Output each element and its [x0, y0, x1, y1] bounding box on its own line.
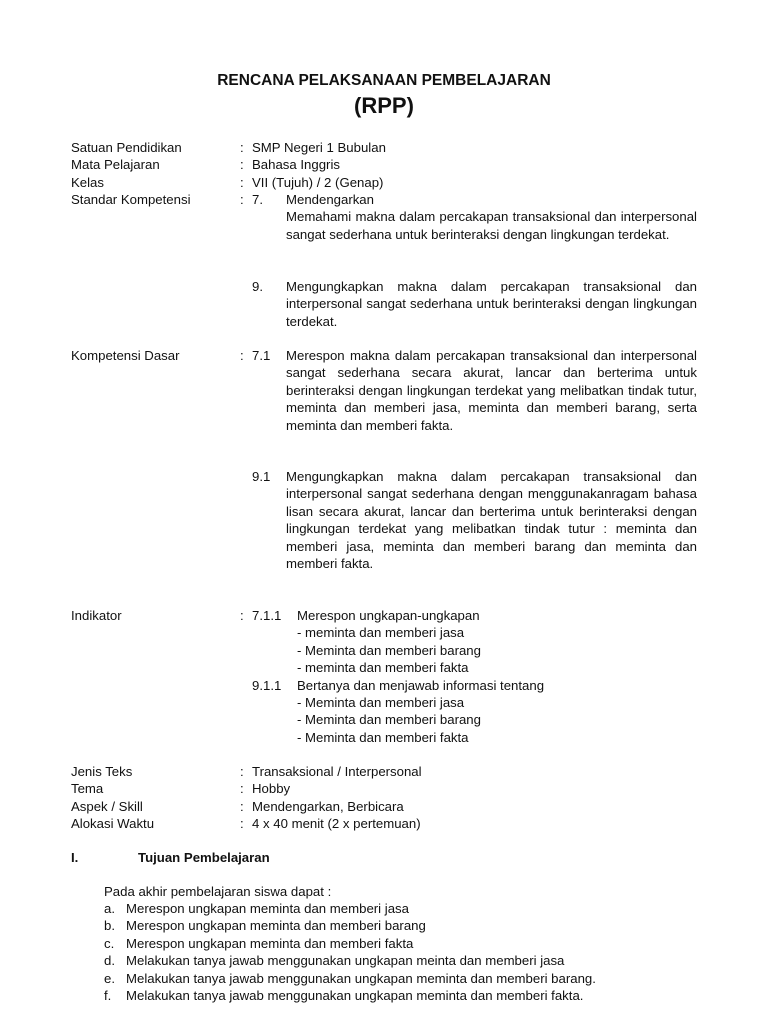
- list-text: Merespon ungkapan meminta dan memberi barang: [126, 918, 426, 934]
- tujuan-intro: Pada akhir pembelajaran siswa dapat :: [104, 884, 332, 899]
- alokasi-value: 4 x 40 menit (2 x pertemuan): [252, 816, 421, 831]
- colon: :: [240, 192, 244, 207]
- satuan-label: Satuan Pendidikan: [71, 140, 182, 155]
- colon: :: [240, 816, 244, 831]
- indikator-sub-item: - meminta dan memberi jasa: [297, 625, 465, 641]
- list-letter: c.: [104, 935, 115, 951]
- kompetensi-text-9-1: Mengungkapkan makna dalam percakapan transaksional dan interpersonal sangat sederhana dengan menggunakanragam bahasa lisan secara akurat, lancar dan berterima untuk berinteraksi dengan lingkungan terdekat yang melibatkan tindak tutur : meminta dan memberi jasa, meminta dan memberi barang dan meminta dan memberi fakta.: [286, 469, 697, 572]
- indikator-sub-item: - Meminta dan memberi barang: [297, 712, 481, 728]
- indikator-label: Indikator: [71, 608, 122, 623]
- mapel-label: Mata Pelajaran: [71, 157, 160, 172]
- indikator-sub-item: - Meminta dan memberi barang: [297, 642, 481, 658]
- alokasi-label: Alokasi Waktu: [71, 816, 155, 831]
- standar-number-9: 9.: [252, 279, 263, 294]
- kompetensi-number-9-1: 9.1: [252, 469, 271, 484]
- list-letter: b.: [104, 918, 115, 934]
- aspek-value: Mendengarkan, Berbicara: [252, 799, 404, 814]
- indikator-sub-item: - Meminta dan memberi jasa: [297, 695, 465, 710]
- indikator-text-9-1-1: Bertanya dan menjawab informasi tentang: [297, 677, 545, 693]
- colon: :: [240, 764, 244, 779]
- indikator-number-7-1-1: 7.1.1: [252, 608, 282, 623]
- list-text: Melakukan tanya jawab menggunakan ungkapan meminta dan memberi barang.: [126, 970, 596, 986]
- colon: :: [240, 175, 244, 190]
- list-letter: d.: [104, 953, 115, 969]
- section-title: Tujuan Pembelajaran: [138, 850, 270, 865]
- jenis-label: Jenis Teks: [71, 764, 133, 779]
- document-subtitle: (RPP): [354, 93, 414, 118]
- jenis-value: Transaksional / Interpersonal: [252, 764, 422, 779]
- standar-label: Standar Kompetensi: [71, 192, 191, 207]
- colon: :: [240, 140, 244, 155]
- list-letter: a.: [104, 901, 115, 916]
- list-text: Merespon ungkapan meminta dan memberi fakta: [126, 935, 414, 951]
- tema-value: Hobby: [252, 781, 291, 796]
- document-title: RENCANA PELAKSANAAN PEMBELAJARAN: [217, 72, 551, 89]
- kompetensi-text-7-1: Merespon makna dalam percakapan transaksional dan interpersonal sangat sederhana secara akurat, lancar dan berterima untuk berinteraksi dengan lingkungan terdekat yang melibatkan tindak tutur, meminta dan memberi jasa, meminta dan memberi barang, serta meminta dan memberi fakta.: [286, 348, 697, 433]
- indikator-number-9-1-1: 9.1.1: [252, 677, 282, 693]
- list-text: Melakukan tanya jawab menggunakan ungkapan meinta dan memberi jasa: [126, 953, 565, 969]
- indikator-sub-item: - Meminta dan memberi fakta: [297, 729, 469, 745]
- colon: :: [240, 157, 244, 172]
- kompetensi-number-7-1: 7.1: [252, 348, 271, 363]
- indikator-text-7-1-1: Merespon ungkapan-ungkapan: [297, 608, 480, 623]
- section-number: I.: [71, 850, 79, 865]
- indikator-sub-item: - meminta dan memberi fakta: [297, 660, 469, 676]
- list-letter: e.: [104, 970, 115, 986]
- colon: :: [240, 781, 244, 796]
- colon: :: [240, 348, 244, 363]
- colon: :: [240, 608, 244, 623]
- kelas-label: Kelas: [71, 175, 104, 190]
- list-letter: f.: [104, 987, 112, 1003]
- standar-text-7: Memahami makna dalam percakapan transaksional dan interpersonal sangat sederhana untuk berinteraksi dengan lingkungan terdekat.: [286, 209, 697, 242]
- mapel-value: Bahasa Inggris: [252, 157, 340, 172]
- kelas-value: VII (Tujuh) / 2 (Genap): [252, 175, 384, 190]
- list-text: Melakukan tanya jawab menggunakan ungkapan meminta dan memberi fakta.: [126, 987, 584, 1003]
- tema-label: Tema: [71, 781, 104, 796]
- satuan-value: SMP Negeri 1 Bubulan: [252, 140, 386, 155]
- standar-number-7: 7.: [252, 192, 263, 207]
- kompetensi-label: Kompetensi Dasar: [71, 348, 180, 363]
- colon: :: [240, 799, 244, 814]
- aspek-label: Aspek / Skill: [71, 799, 143, 814]
- list-text: Merespon ungkapan meminta dan memberi jasa: [126, 901, 409, 916]
- standar-heading-7: Mendengarkan: [286, 192, 374, 207]
- standar-text-9: Mengungkapkan makna dalam percakapan transaksional dan interpersonal sangat sederhana untuk berinteraksi dengan lingkungan terdekat.: [286, 279, 697, 329]
